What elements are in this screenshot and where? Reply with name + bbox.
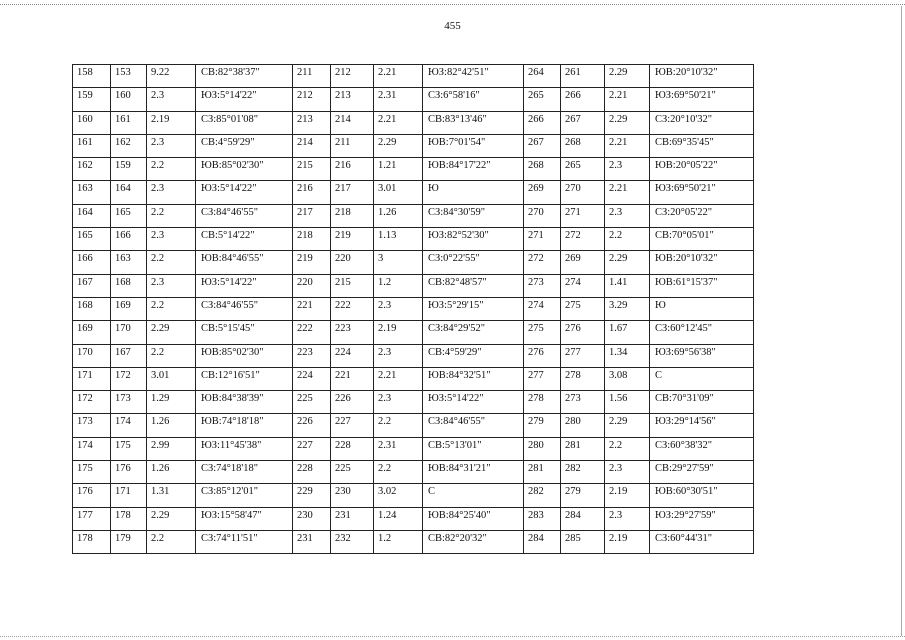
from-point-cell-group-2: 211 xyxy=(293,65,331,88)
distance-cell-group-2: 2.3 xyxy=(374,297,423,320)
distance-cell-group-1: 2.3 xyxy=(147,134,196,157)
to-point-cell-group-2: 225 xyxy=(331,461,374,484)
bearing-cell-group-2: ЮВ:84°32'51" xyxy=(423,367,524,390)
bearing-cell-group-1: СВ:82°38'37" xyxy=(196,65,293,88)
distance-cell-group-2: 3 xyxy=(374,251,423,274)
from-point-cell-group-1: 165 xyxy=(73,228,111,251)
bearing-cell-group-2: ЮВ:7°01'54" xyxy=(423,134,524,157)
from-point-cell-group-2: 216 xyxy=(293,181,331,204)
from-point-cell-group-3: 266 xyxy=(524,111,561,134)
bearing-cell-group-2: СВ:82°20'32" xyxy=(423,530,524,553)
to-point-cell-group-2: 222 xyxy=(331,297,374,320)
table-row xyxy=(73,204,754,227)
bearing-cell-group-2: СЗ:84°29'52" xyxy=(423,321,524,344)
distance-cell-group-3: 3.08 xyxy=(605,367,650,390)
from-point-cell-group-3: 281 xyxy=(524,461,561,484)
from-point-cell-group-1: 158 xyxy=(73,65,111,88)
to-point-cell-group-1: 163 xyxy=(111,251,147,274)
from-point-cell-group-3: 279 xyxy=(524,414,561,437)
table-row xyxy=(73,297,754,320)
distance-cell-group-3: 2.19 xyxy=(605,530,650,553)
distance-cell-group-3: 2.3 xyxy=(605,507,650,530)
distance-cell-group-2: 2.31 xyxy=(374,437,423,460)
distance-cell-group-2: 2.3 xyxy=(374,391,423,414)
bearing-cell-group-3: ЮВ:61°15'37" xyxy=(650,274,754,297)
distance-cell-group-3: 2.19 xyxy=(605,484,650,507)
from-point-cell-group-2: 224 xyxy=(293,367,331,390)
bearing-cell-group-1: ЮВ:84°38'39" xyxy=(196,391,293,414)
distance-cell-group-1: 2.19 xyxy=(147,111,196,134)
distance-cell-group-1: 2.2 xyxy=(147,344,196,367)
distance-cell-group-2: 1.24 xyxy=(374,507,423,530)
from-point-cell-group-1: 161 xyxy=(73,134,111,157)
to-point-cell-group-3: 266 xyxy=(561,88,605,111)
bearing-cell-group-1: СВ:4°59'29" xyxy=(196,134,293,157)
distance-cell-group-1: 3.01 xyxy=(147,367,196,390)
bearing-cell-group-1: ЮВ:85°02'30" xyxy=(196,344,293,367)
distance-cell-group-3: 1.34 xyxy=(605,344,650,367)
bearing-cell-group-1: СЗ:84°46'55" xyxy=(196,204,293,227)
bearing-cell-group-1: ЮЗ:11°45'38" xyxy=(196,437,293,460)
distance-cell-group-3: 2.2 xyxy=(605,437,650,460)
bearing-cell-group-3: ЮВ:20°05'22" xyxy=(650,158,754,181)
to-point-cell-group-2: 228 xyxy=(331,437,374,460)
to-point-cell-group-3: 282 xyxy=(561,461,605,484)
bearing-cell-group-2: С xyxy=(423,484,524,507)
from-point-cell-group-1: 163 xyxy=(73,181,111,204)
bearing-cell-group-1: ЮЗ:5°14'22" xyxy=(196,181,293,204)
bearing-cell-group-2: Ю xyxy=(423,181,524,204)
to-point-cell-group-1: 159 xyxy=(111,158,147,181)
to-point-cell-group-3: 276 xyxy=(561,321,605,344)
from-point-cell-group-3: 278 xyxy=(524,391,561,414)
distance-cell-group-3: 3.29 xyxy=(605,297,650,320)
to-point-cell-group-1: 172 xyxy=(111,367,147,390)
from-point-cell-group-2: 220 xyxy=(293,274,331,297)
bearing-cell-group-1: ЮЗ:5°14'22" xyxy=(196,88,293,111)
bearing-cell-group-3: СЗ:60°12'45" xyxy=(650,321,754,344)
table-row xyxy=(73,88,754,111)
distance-cell-group-1: 2.29 xyxy=(147,321,196,344)
from-point-cell-group-2: 219 xyxy=(293,251,331,274)
from-point-cell-group-1: 176 xyxy=(73,484,111,507)
from-point-cell-group-1: 168 xyxy=(73,297,111,320)
bearing-cell-group-1: СЗ:85°12'01" xyxy=(196,484,293,507)
bearing-cell-group-3: ЮЗ:29°14'56" xyxy=(650,414,754,437)
to-point-cell-group-1: 168 xyxy=(111,274,147,297)
distance-cell-group-2: 2.19 xyxy=(374,321,423,344)
distance-cell-group-2: 2.21 xyxy=(374,111,423,134)
to-point-cell-group-3: 275 xyxy=(561,297,605,320)
from-point-cell-group-2: 215 xyxy=(293,158,331,181)
from-point-cell-group-2: 229 xyxy=(293,484,331,507)
bearing-cell-group-1: ЮВ:84°46'55" xyxy=(196,251,293,274)
bearing-cell-group-2: СЗ:84°30'59" xyxy=(423,204,524,227)
bearing-cell-group-3: СВ:70°05'01" xyxy=(650,228,754,251)
distance-cell-group-3: 2.2 xyxy=(605,228,650,251)
from-point-cell-group-1: 178 xyxy=(73,530,111,553)
bearing-cell-group-2: ЮЗ:5°14'22" xyxy=(423,391,524,414)
bearing-cell-group-2: СВ:5°13'01" xyxy=(423,437,524,460)
distance-cell-group-3: 1.56 xyxy=(605,391,650,414)
bearing-cell-group-3: ЮЗ:69°50'21" xyxy=(650,181,754,204)
distance-cell-group-3: 2.21 xyxy=(605,88,650,111)
bearing-cell-group-2: ЮВ:84°31'21" xyxy=(423,461,524,484)
to-point-cell-group-1: 179 xyxy=(111,530,147,553)
bearing-cell-group-2: СЗ:0°22'55" xyxy=(423,251,524,274)
distance-cell-group-2: 2.31 xyxy=(374,88,423,111)
from-point-cell-group-1: 175 xyxy=(73,461,111,484)
to-point-cell-group-1: 160 xyxy=(111,88,147,111)
from-point-cell-group-3: 284 xyxy=(524,530,561,553)
to-point-cell-group-2: 213 xyxy=(331,88,374,111)
bearing-cell-group-2: СЗ:6°58'16" xyxy=(423,88,524,111)
table-row xyxy=(73,181,754,204)
from-point-cell-group-2: 221 xyxy=(293,297,331,320)
bearing-cell-group-3: СВ:69°35'45" xyxy=(650,134,754,157)
bearing-cell-group-3: ЮЗ:69°50'21" xyxy=(650,88,754,111)
distance-cell-group-3: 2.29 xyxy=(605,65,650,88)
page-number: 455 xyxy=(444,20,461,32)
to-point-cell-group-2: 212 xyxy=(331,65,374,88)
table-row xyxy=(73,461,754,484)
to-point-cell-group-2: 211 xyxy=(331,134,374,157)
to-point-cell-group-3: 274 xyxy=(561,274,605,297)
table-row xyxy=(73,111,754,134)
from-point-cell-group-2: 212 xyxy=(293,88,331,111)
bearing-cell-group-2: СВ:82°48'57" xyxy=(423,274,524,297)
to-point-cell-group-1: 169 xyxy=(111,297,147,320)
from-point-cell-group-2: 231 xyxy=(293,530,331,553)
to-point-cell-group-3: 270 xyxy=(561,181,605,204)
distance-cell-group-2: 2.21 xyxy=(374,367,423,390)
from-point-cell-group-3: 264 xyxy=(524,65,561,88)
bearing-cell-group-1: СВ:5°14'22" xyxy=(196,228,293,251)
to-point-cell-group-1: 161 xyxy=(111,111,147,134)
bearing-cell-group-1: СЗ:84°46'55" xyxy=(196,297,293,320)
distance-cell-group-3: 2.3 xyxy=(605,461,650,484)
from-point-cell-group-1: 160 xyxy=(73,111,111,134)
from-point-cell-group-1: 174 xyxy=(73,437,111,460)
distance-cell-group-3: 2.29 xyxy=(605,111,650,134)
scan-top-edge xyxy=(0,4,905,5)
distance-cell-group-3: 2.21 xyxy=(605,181,650,204)
distance-cell-group-2: 1.2 xyxy=(374,274,423,297)
from-point-cell-group-3: 269 xyxy=(524,181,561,204)
bearing-cell-group-2: ЮЗ:82°52'30" xyxy=(423,228,524,251)
from-point-cell-group-1: 169 xyxy=(73,321,111,344)
from-point-cell-group-3: 283 xyxy=(524,507,561,530)
distance-cell-group-1: 2.2 xyxy=(147,251,196,274)
from-point-cell-group-2: 225 xyxy=(293,391,331,414)
to-point-cell-group-1: 167 xyxy=(111,344,147,367)
bearing-cell-group-3: ЮЗ:29°27'59" xyxy=(650,507,754,530)
to-point-cell-group-3: 280 xyxy=(561,414,605,437)
distance-cell-group-2: 3.01 xyxy=(374,181,423,204)
to-point-cell-group-1: 162 xyxy=(111,134,147,157)
to-point-cell-group-2: 224 xyxy=(331,344,374,367)
distance-cell-group-1: 2.3 xyxy=(147,228,196,251)
to-point-cell-group-3: 269 xyxy=(561,251,605,274)
to-point-cell-group-1: 173 xyxy=(111,391,147,414)
bearing-cell-group-3: СЗ:20°05'22" xyxy=(650,204,754,227)
to-point-cell-group-1: 176 xyxy=(111,461,147,484)
bearing-cell-group-3: Ю xyxy=(650,297,754,320)
distance-cell-group-1: 2.2 xyxy=(147,158,196,181)
from-point-cell-group-2: 226 xyxy=(293,414,331,437)
to-point-cell-group-2: 223 xyxy=(331,321,374,344)
distance-cell-group-2: 1.21 xyxy=(374,158,423,181)
to-point-cell-group-2: 214 xyxy=(331,111,374,134)
from-point-cell-group-3: 265 xyxy=(524,88,561,111)
to-point-cell-group-2: 218 xyxy=(331,204,374,227)
from-point-cell-group-2: 227 xyxy=(293,437,331,460)
bearing-cell-group-3: СВ:70°31'09" xyxy=(650,391,754,414)
distance-cell-group-2: 2.2 xyxy=(374,461,423,484)
distance-cell-group-1: 2.2 xyxy=(147,204,196,227)
to-point-cell-group-3: 268 xyxy=(561,134,605,157)
from-point-cell-group-2: 214 xyxy=(293,134,331,157)
bearing-cell-group-1: СЗ:74°18'18" xyxy=(196,461,293,484)
to-point-cell-group-3: 281 xyxy=(561,437,605,460)
from-point-cell-group-1: 171 xyxy=(73,367,111,390)
table-row xyxy=(73,484,754,507)
table-row xyxy=(73,367,754,390)
from-point-cell-group-3: 272 xyxy=(524,251,561,274)
to-point-cell-group-3: 277 xyxy=(561,344,605,367)
to-point-cell-group-3: 267 xyxy=(561,111,605,134)
to-point-cell-group-1: 165 xyxy=(111,204,147,227)
to-point-cell-group-3: 261 xyxy=(561,65,605,88)
to-point-cell-group-3: 284 xyxy=(561,507,605,530)
bearing-cell-group-3: ЮВ:20°10'32" xyxy=(650,65,754,88)
to-point-cell-group-3: 271 xyxy=(561,204,605,227)
boundary-bearing-table xyxy=(72,64,754,554)
from-point-cell-group-3: 271 xyxy=(524,228,561,251)
to-point-cell-group-1: 164 xyxy=(111,181,147,204)
bearing-cell-group-2: ЮЗ:82°42'51" xyxy=(423,65,524,88)
distance-cell-group-1: 2.3 xyxy=(147,88,196,111)
bearing-cell-group-1: СЗ:85°01'08" xyxy=(196,111,293,134)
to-point-cell-group-1: 166 xyxy=(111,228,147,251)
from-point-cell-group-2: 218 xyxy=(293,228,331,251)
scan-bottom-edge xyxy=(0,636,905,637)
to-point-cell-group-2: 217 xyxy=(331,181,374,204)
bearing-cell-group-2: ЮЗ:5°29'15" xyxy=(423,297,524,320)
scan-right-edge xyxy=(901,6,902,636)
to-point-cell-group-3: 279 xyxy=(561,484,605,507)
bearing-cell-group-3: СЗ:60°44'31" xyxy=(650,530,754,553)
to-point-cell-group-2: 215 xyxy=(331,274,374,297)
to-point-cell-group-1: 174 xyxy=(111,414,147,437)
distance-cell-group-1: 2.3 xyxy=(147,181,196,204)
from-point-cell-group-3: 280 xyxy=(524,437,561,460)
bearing-cell-group-1: СВ:12°16'51" xyxy=(196,367,293,390)
bearing-cell-group-3: ЮВ:20°10'32" xyxy=(650,251,754,274)
bearing-cell-group-2: СВ:4°59'29" xyxy=(423,344,524,367)
bearing-cell-group-2: СВ:83°13'46" xyxy=(423,111,524,134)
from-point-cell-group-2: 228 xyxy=(293,461,331,484)
distance-cell-group-1: 2.29 xyxy=(147,507,196,530)
bearing-cell-group-1: ЮВ:74°18'18" xyxy=(196,414,293,437)
distance-cell-group-2: 1.2 xyxy=(374,530,423,553)
from-point-cell-group-1: 167 xyxy=(73,274,111,297)
table-row xyxy=(73,391,754,414)
distance-cell-group-1: 2.2 xyxy=(147,297,196,320)
bearing-cell-group-1: ЮВ:85°02'30" xyxy=(196,158,293,181)
from-point-cell-group-1: 170 xyxy=(73,344,111,367)
table-body xyxy=(73,65,754,554)
table-row xyxy=(73,437,754,460)
bearing-cell-group-1: СВ:5°15'45" xyxy=(196,321,293,344)
from-point-cell-group-1: 172 xyxy=(73,391,111,414)
bearing-cell-group-2: СЗ:84°46'55" xyxy=(423,414,524,437)
distance-cell-group-2: 2.21 xyxy=(374,65,423,88)
from-point-cell-group-3: 276 xyxy=(524,344,561,367)
distance-cell-group-1: 2.99 xyxy=(147,437,196,460)
distance-cell-group-1: 1.26 xyxy=(147,414,196,437)
distance-cell-group-2: 1.26 xyxy=(374,204,423,227)
bearing-cell-group-3: С xyxy=(650,367,754,390)
to-point-cell-group-3: 273 xyxy=(561,391,605,414)
to-point-cell-group-2: 232 xyxy=(331,530,374,553)
to-point-cell-group-2: 216 xyxy=(331,158,374,181)
to-point-cell-group-2: 221 xyxy=(331,367,374,390)
from-point-cell-group-3: 267 xyxy=(524,134,561,157)
from-point-cell-group-3: 274 xyxy=(524,297,561,320)
from-point-cell-group-3: 270 xyxy=(524,204,561,227)
to-point-cell-group-2: 231 xyxy=(331,507,374,530)
from-point-cell-group-3: 268 xyxy=(524,158,561,181)
distance-cell-group-2: 3.02 xyxy=(374,484,423,507)
table-row xyxy=(73,158,754,181)
bearing-cell-group-1: ЮЗ:15°58'47" xyxy=(196,507,293,530)
from-point-cell-group-3: 277 xyxy=(524,367,561,390)
table-row xyxy=(73,344,754,367)
distance-cell-group-1: 1.29 xyxy=(147,391,196,414)
from-point-cell-group-3: 282 xyxy=(524,484,561,507)
to-point-cell-group-3: 278 xyxy=(561,367,605,390)
bearing-cell-group-3: СВ:29°27'59" xyxy=(650,461,754,484)
to-point-cell-group-1: 153 xyxy=(111,65,147,88)
distance-cell-group-3: 2.29 xyxy=(605,251,650,274)
bearing-cell-group-3: ЮВ:60°30'51" xyxy=(650,484,754,507)
bearing-cell-group-1: ЮЗ:5°14'22" xyxy=(196,274,293,297)
from-point-cell-group-2: 213 xyxy=(293,111,331,134)
bearing-cell-group-3: СЗ:20°10'32" xyxy=(650,111,754,134)
table-row xyxy=(73,65,754,88)
to-point-cell-group-1: 178 xyxy=(111,507,147,530)
distance-cell-group-2: 2.3 xyxy=(374,344,423,367)
from-point-cell-group-2: 230 xyxy=(293,507,331,530)
to-point-cell-group-2: 219 xyxy=(331,228,374,251)
to-point-cell-group-2: 227 xyxy=(331,414,374,437)
distance-cell-group-1: 9.22 xyxy=(147,65,196,88)
table-row xyxy=(73,414,754,437)
table-row xyxy=(73,274,754,297)
distance-cell-group-3: 1.41 xyxy=(605,274,650,297)
from-point-cell-group-1: 177 xyxy=(73,507,111,530)
table-row xyxy=(73,134,754,157)
to-point-cell-group-1: 175 xyxy=(111,437,147,460)
from-point-cell-group-1: 166 xyxy=(73,251,111,274)
to-point-cell-group-3: 272 xyxy=(561,228,605,251)
distance-cell-group-3: 2.29 xyxy=(605,414,650,437)
distance-cell-group-3: 1.67 xyxy=(605,321,650,344)
bearing-cell-group-3: ЮЗ:69°56'38" xyxy=(650,344,754,367)
table-row xyxy=(73,321,754,344)
bearing-cell-group-3: СЗ:60°38'32" xyxy=(650,437,754,460)
table-row xyxy=(73,251,754,274)
to-point-cell-group-2: 226 xyxy=(331,391,374,414)
to-point-cell-group-1: 170 xyxy=(111,321,147,344)
distance-cell-group-2: 2.2 xyxy=(374,414,423,437)
from-point-cell-group-3: 275 xyxy=(524,321,561,344)
from-point-cell-group-1: 159 xyxy=(73,88,111,111)
from-point-cell-group-1: 162 xyxy=(73,158,111,181)
from-point-cell-group-2: 217 xyxy=(293,204,331,227)
to-point-cell-group-2: 220 xyxy=(331,251,374,274)
to-point-cell-group-3: 265 xyxy=(561,158,605,181)
from-point-cell-group-1: 164 xyxy=(73,204,111,227)
distance-cell-group-3: 2.21 xyxy=(605,134,650,157)
table-row xyxy=(73,228,754,251)
distance-cell-group-1: 2.2 xyxy=(147,530,196,553)
from-point-cell-group-1: 173 xyxy=(73,414,111,437)
distance-cell-group-2: 1.13 xyxy=(374,228,423,251)
distance-cell-group-3: 2.3 xyxy=(605,158,650,181)
from-point-cell-group-3: 273 xyxy=(524,274,561,297)
distance-cell-group-2: 2.29 xyxy=(374,134,423,157)
to-point-cell-group-3: 285 xyxy=(561,530,605,553)
table-row xyxy=(73,507,754,530)
distance-cell-group-1: 1.26 xyxy=(147,461,196,484)
distance-cell-group-1: 1.31 xyxy=(147,484,196,507)
from-point-cell-group-2: 223 xyxy=(293,344,331,367)
distance-cell-group-3: 2.3 xyxy=(605,204,650,227)
bearing-cell-group-2: ЮВ:84°25'40" xyxy=(423,507,524,530)
table-row xyxy=(73,530,754,553)
to-point-cell-group-1: 171 xyxy=(111,484,147,507)
distance-cell-group-1: 2.3 xyxy=(147,274,196,297)
to-point-cell-group-2: 230 xyxy=(331,484,374,507)
bearing-cell-group-1: СЗ:74°11'51" xyxy=(196,530,293,553)
from-point-cell-group-2: 222 xyxy=(293,321,331,344)
bearing-cell-group-2: ЮВ:84°17'22" xyxy=(423,158,524,181)
